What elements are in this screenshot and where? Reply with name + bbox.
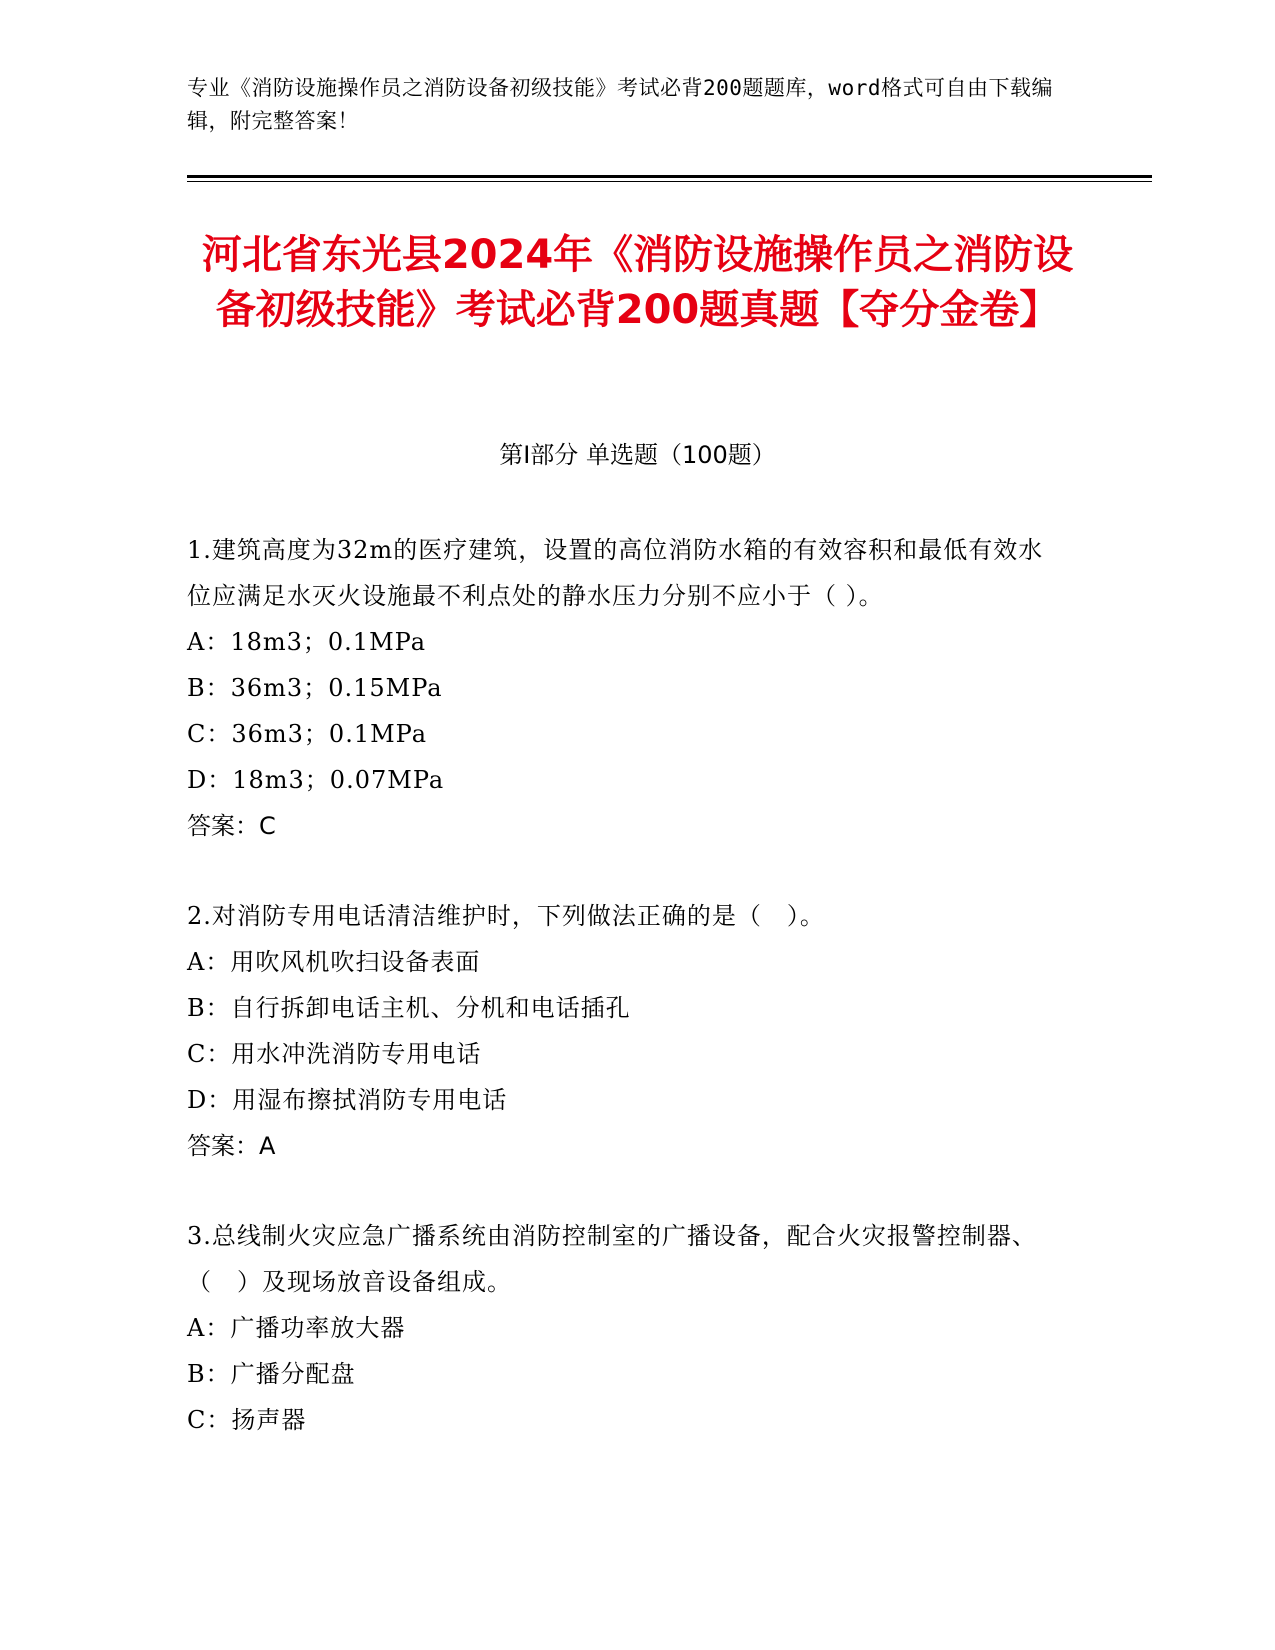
answer: 答案：C — [187, 812, 276, 840]
question-3 — [187, 1213, 1057, 1443]
document-title: 河北省东光县2024年《消防设施操作员之消防设备初级技能》考试必背200题真题【夺分金卷】 — [201, 232, 1074, 333]
question-list — [187, 527, 1057, 1487]
question-2 — [187, 893, 1057, 1169]
header-divider-thick — [187, 175, 1152, 178]
section-heading: 第Ⅰ部分 单选题（100题） — [499, 441, 776, 469]
header-divider-thin — [187, 181, 1152, 182]
option-b: B：广播分配盘 — [187, 1360, 356, 1388]
option-b: B：自行拆卸电话主机、分机和电话插孔 — [187, 994, 631, 1022]
option-a: A：广播功率放大器 — [187, 1314, 406, 1342]
answer: 答案：A — [187, 1132, 276, 1160]
question-stem: 3.总线制火灾应急广播系统由消防控制室的广播设备，配合火灾报警控制器、（ ）及现场放音设备组成。 — [187, 1222, 1037, 1296]
question-1 — [187, 527, 1057, 849]
header-note: 专业《消防设施操作员之消防设备初级技能》考试必背200题题库，word格式可自由下载编辑，附完整答案！ — [187, 76, 1053, 133]
option-a: A：18m3；0.1MPa — [187, 628, 427, 656]
option-c: C：用水冲洗消防专用电话 — [187, 1040, 482, 1068]
option-c: C：扬声器 — [187, 1406, 307, 1434]
question-stem: 1.建筑高度为32m的医疗建筑，设置的高位消防水箱的有效容积和最低有效水位应满足水灭火设施最不利点处的静水压力分别不应小于（ ）。 — [187, 536, 1044, 610]
option-c: C：36m3；0.1MPa — [187, 720, 428, 748]
option-a: A：用吹风机吹扫设备表面 — [187, 948, 481, 976]
option-d: D：18m3；0.07MPa — [187, 766, 445, 794]
option-b: B：36m3；0.15MPa — [187, 674, 443, 702]
option-d: D：用湿布擦拭消防专用电话 — [187, 1086, 508, 1114]
question-stem: 2.对消防专用电话清洁维护时，下列做法正确的是（ ）。 — [187, 902, 825, 930]
